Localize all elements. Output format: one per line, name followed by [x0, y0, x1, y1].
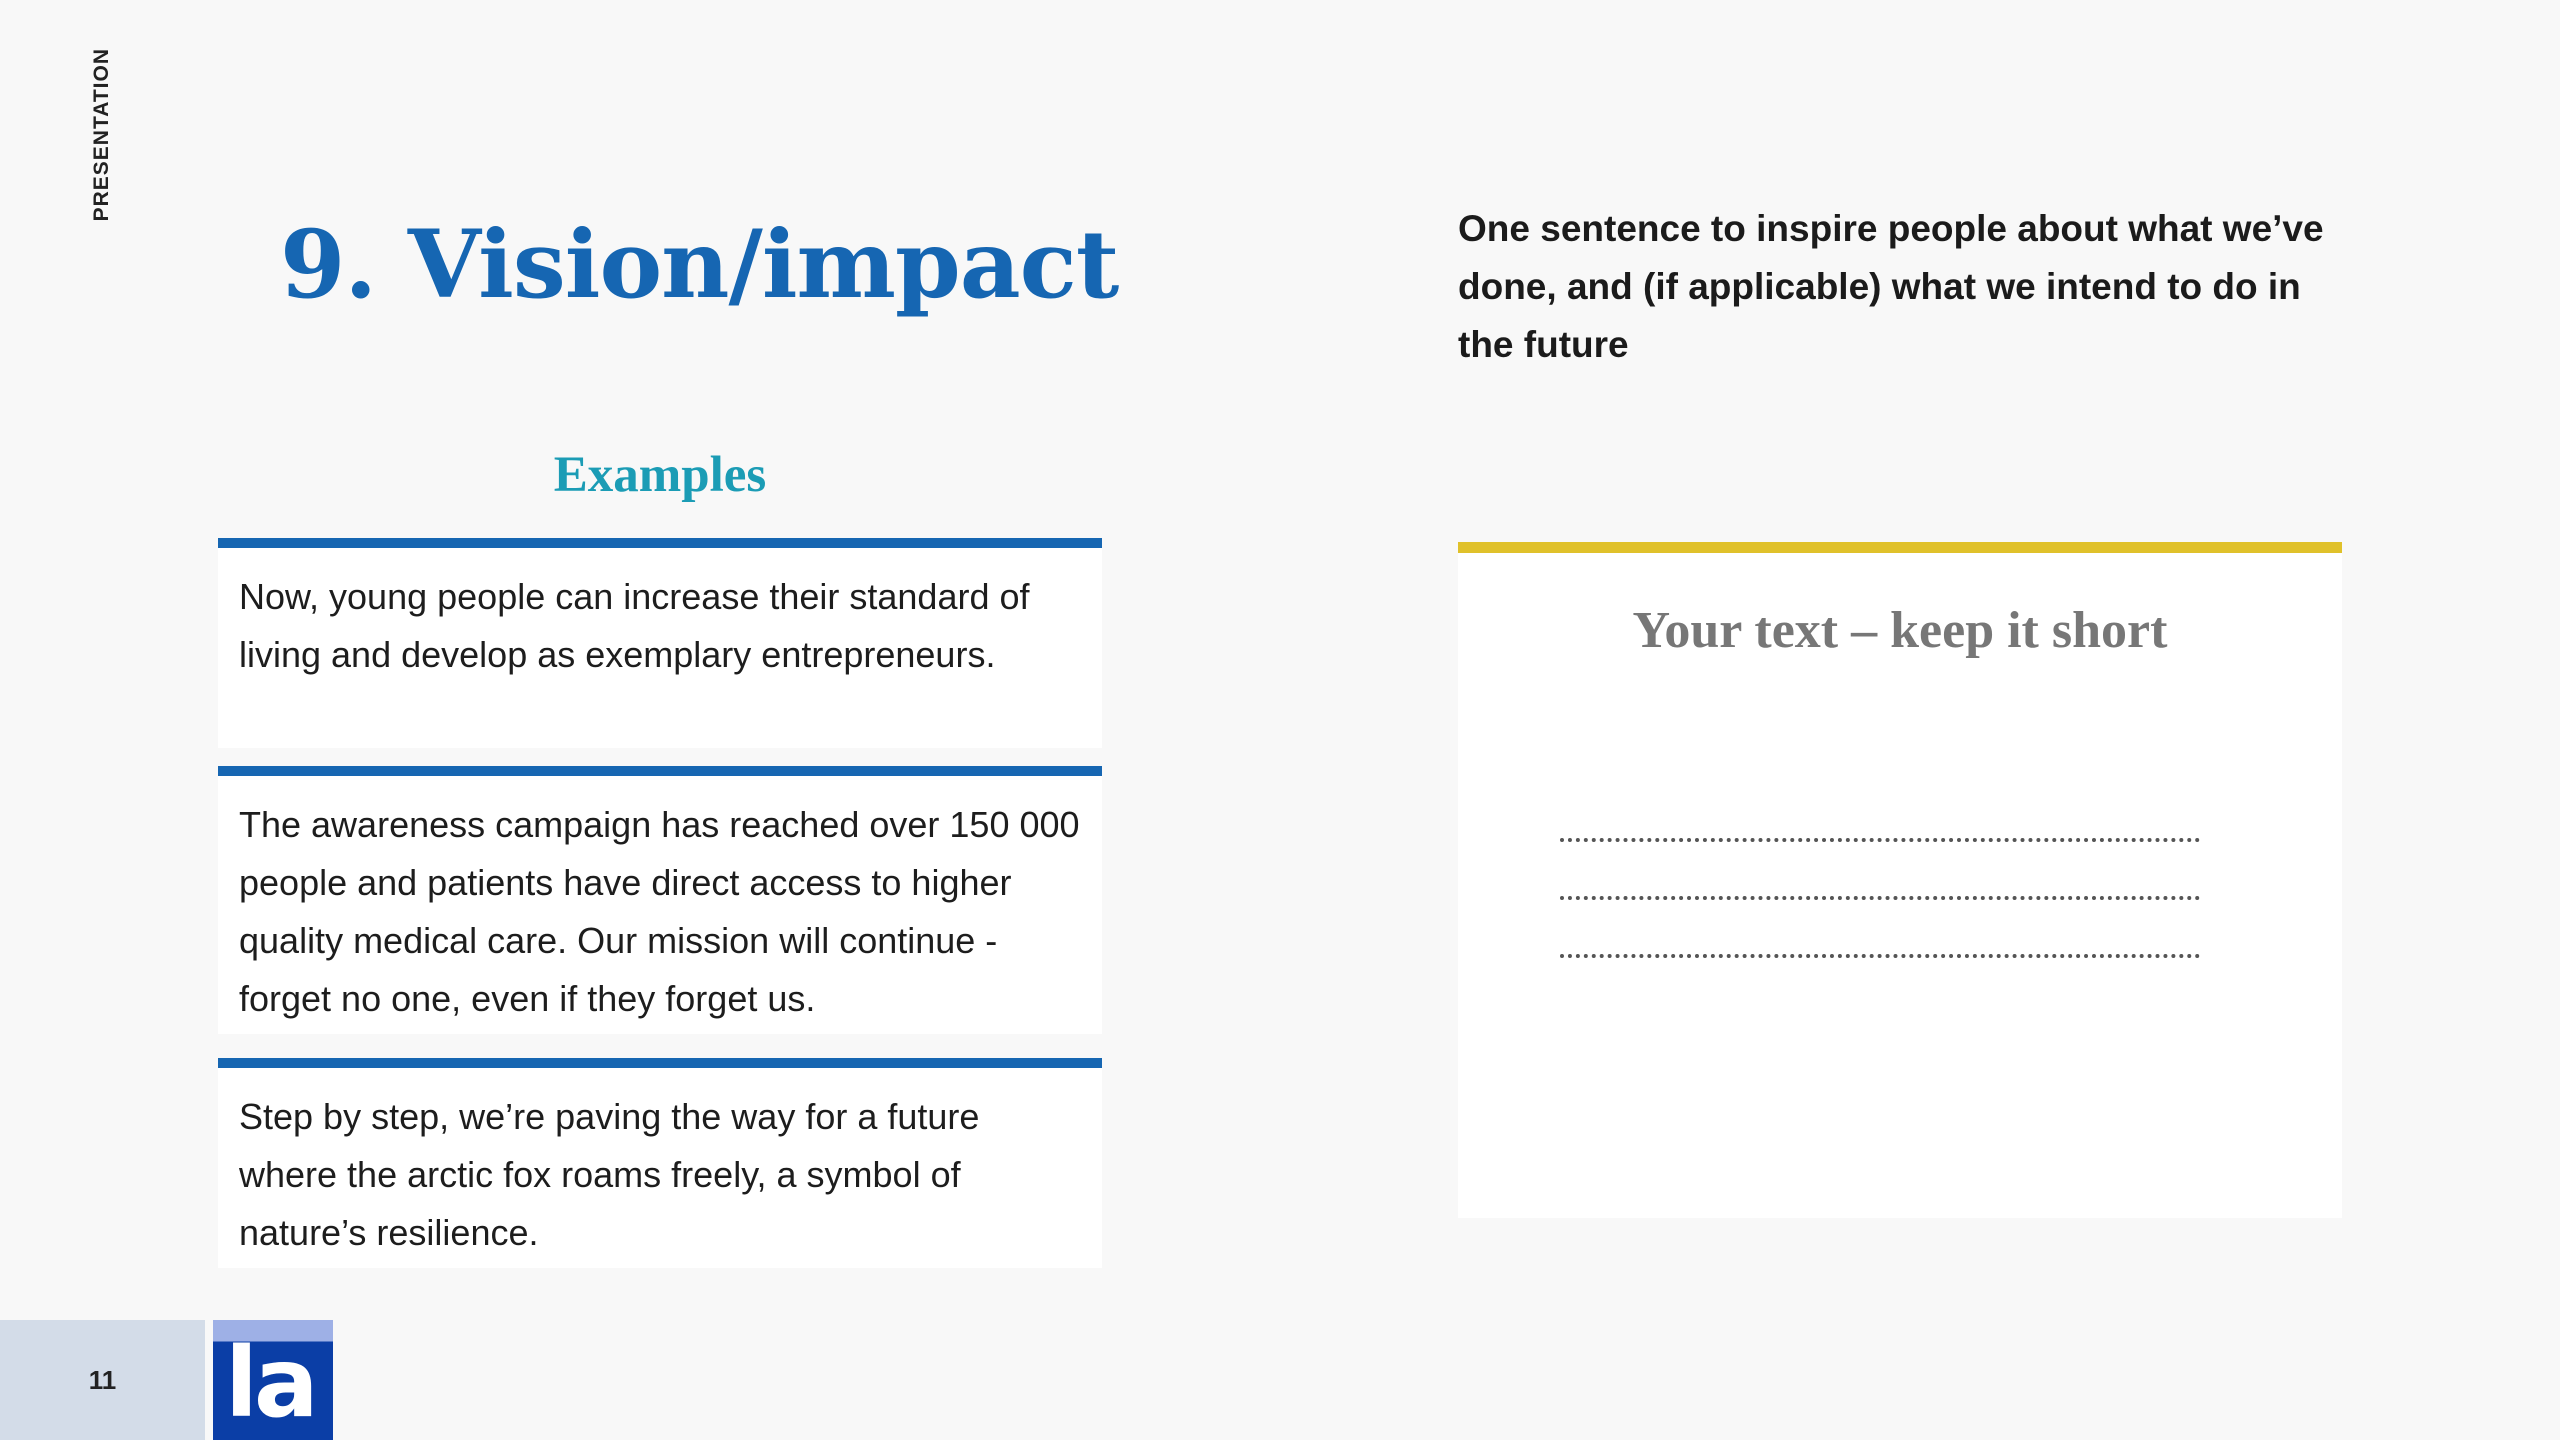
logo-text: la	[225, 1327, 315, 1439]
logo-icon	[213, 1320, 333, 1440]
slide-title: 9. Vision/impact	[280, 210, 1119, 320]
example-text: Now, young people can increase their standard of living and develop as exemplary entrepreneurs.	[239, 576, 1030, 675]
example-card-2	[218, 766, 1102, 1034]
dotted-line	[1560, 954, 2200, 958]
placeholder-title: Your text – keep it short	[1632, 602, 2168, 659]
dotted-line	[1560, 896, 2200, 900]
page-number: 11	[88, 1364, 117, 1395]
example-card-1	[218, 538, 1102, 748]
example-text: The awareness campaign has reached over 150 000 people and patients have direct access to higher quality medical care. Our mission will continue - forget no one, even if they forget us.	[239, 804, 1080, 1019]
section-label: PRESENTATION	[90, 48, 113, 222]
text-placeholder-box[interactable]	[1458, 542, 2342, 1218]
dotted-line	[1560, 838, 2200, 842]
examples-heading: Examples	[553, 447, 767, 503]
example-text: Step by step, we’re paving the way for a future where the arctic fox roams freely, a symbol of nature’s resilience.	[239, 1096, 980, 1253]
intro-text: One sentence to inspire people about what we’ve done, and (if applicable) what we intend to do in the future	[1458, 208, 2324, 365]
page-number-box	[0, 1320, 205, 1440]
example-card-3	[218, 1058, 1102, 1268]
